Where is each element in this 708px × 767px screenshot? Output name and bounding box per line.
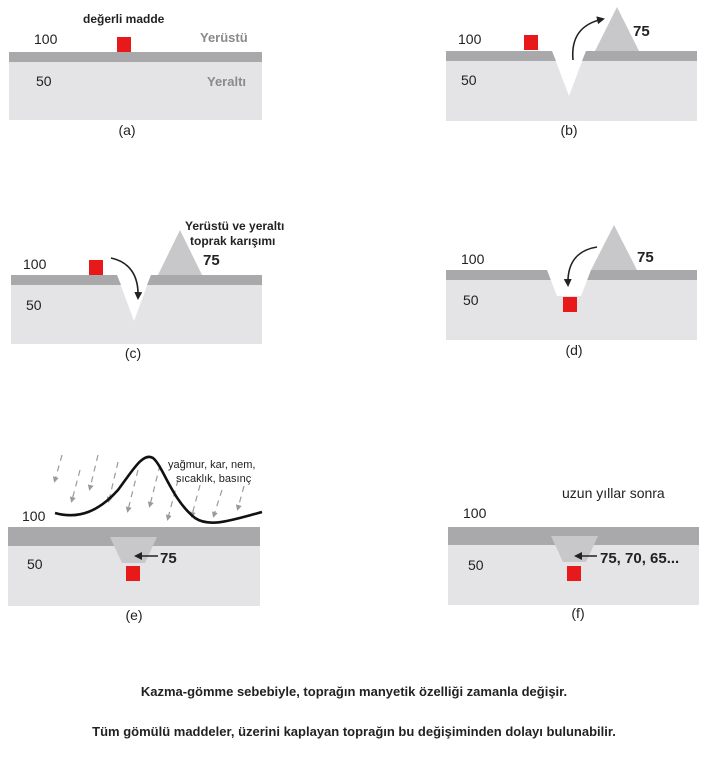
subsurface-value: 50 bbox=[461, 72, 477, 88]
panel-label: (a) bbox=[118, 122, 136, 138]
subsurface-value: 50 bbox=[463, 292, 479, 308]
panel-a bbox=[9, 12, 262, 138]
panel-label: (c) bbox=[124, 345, 142, 361]
panel-label: (f) bbox=[571, 605, 585, 621]
surface-value: 100 bbox=[34, 31, 58, 47]
topsoil-right bbox=[582, 51, 697, 61]
weather-line2: sıcaklık, basınç bbox=[176, 473, 252, 485]
pile-value: 75 bbox=[203, 252, 220, 269]
valuable-object bbox=[117, 37, 131, 52]
surface-value: 100 bbox=[22, 508, 46, 524]
panel-c bbox=[11, 219, 284, 361]
topsoil-left bbox=[446, 51, 556, 61]
surface-value: 100 bbox=[463, 505, 487, 521]
panel-label: (b) bbox=[560, 122, 578, 138]
fill-value: 75 bbox=[160, 550, 177, 567]
panel-label: (d) bbox=[565, 342, 583, 358]
weather-line1: yağmur, kar, nem, bbox=[168, 459, 256, 471]
topsoil-layer bbox=[9, 52, 262, 62]
subsurface-value: 50 bbox=[27, 556, 43, 572]
buried-object bbox=[563, 297, 577, 312]
buried-object bbox=[126, 566, 140, 581]
mix-label-line2: toprak karışımı bbox=[190, 234, 276, 248]
subsurface-value: 50 bbox=[36, 73, 52, 89]
surface-value: 100 bbox=[458, 31, 482, 47]
subsurface-value: 50 bbox=[468, 557, 484, 573]
surface-label: Yerüstü bbox=[200, 30, 248, 45]
pile-value: 75 bbox=[633, 23, 650, 40]
soil-pile bbox=[591, 225, 637, 270]
subsoil-layer bbox=[446, 51, 697, 121]
panel-b bbox=[446, 7, 697, 138]
pile-value: 75 bbox=[637, 249, 654, 266]
subsurface-label: Yeraltı bbox=[207, 74, 247, 89]
caption-line2: Tüm gömülü maddeler, üzerini kaplayan toprağın bu değişiminden dolayı bulunabilir. bbox=[92, 724, 616, 739]
time-label: uzun yıllar sonra bbox=[562, 485, 665, 501]
valuable-object bbox=[89, 260, 103, 275]
topsoil-left bbox=[11, 275, 121, 285]
panel-d bbox=[446, 225, 697, 358]
panel-f bbox=[448, 485, 699, 621]
subsurface-value: 50 bbox=[26, 297, 42, 313]
valuable-object bbox=[524, 35, 538, 50]
subsoil-layer bbox=[11, 275, 262, 344]
subsoil-layer bbox=[9, 62, 262, 120]
panel-label: (e) bbox=[125, 607, 143, 623]
buried-object bbox=[567, 566, 581, 581]
fill-value: 75, 70, 65... bbox=[600, 550, 680, 567]
panel-e bbox=[8, 455, 262, 623]
mix-label-line1: Yerüstü ve yeraltı bbox=[185, 219, 285, 233]
surface-value: 100 bbox=[23, 256, 47, 272]
caption-line1: Kazma-gömme sebebiyle, toprağın manyetik özelliği zamanla değişir. bbox=[140, 684, 568, 699]
topsoil-right bbox=[147, 275, 262, 285]
object-label: değerli madde bbox=[83, 12, 165, 26]
surface-value: 100 bbox=[461, 251, 485, 267]
